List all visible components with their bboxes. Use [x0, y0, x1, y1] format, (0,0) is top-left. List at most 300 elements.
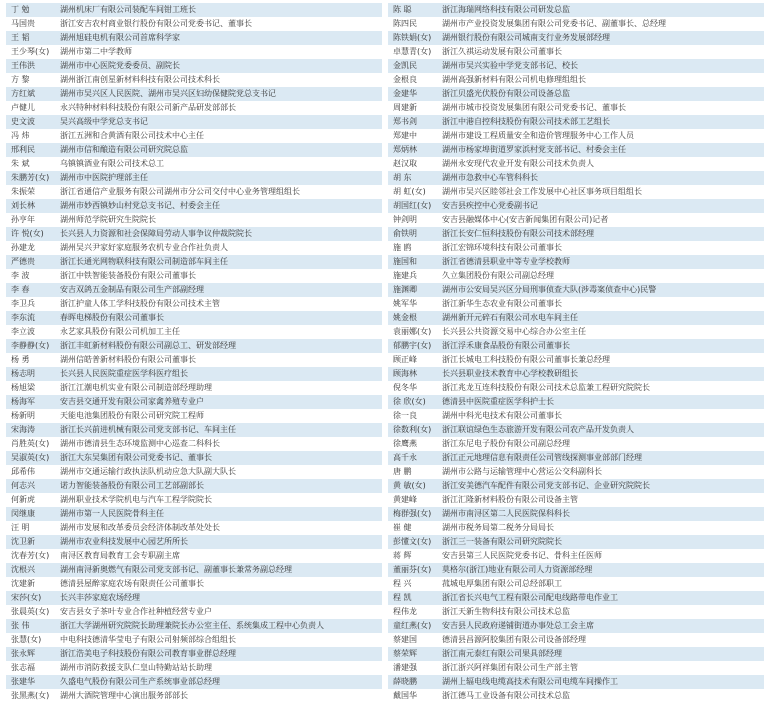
list-row — [388, 689, 764, 703]
person-name: 金根良 — [393, 75, 417, 84]
person-affiliation: 湖州市吴兴区睦邻社会工作发展中心社区事务项目组组长 — [442, 187, 642, 196]
person-affiliation: 浙江长城电工科技股份有限公司董事长兼总经理 — [442, 355, 610, 364]
list-row — [6, 45, 382, 59]
list-row — [6, 115, 382, 129]
person-affiliation: 浙江五洲和合黄酒有限公司技术中心主任 — [60, 131, 204, 140]
person-name: 严德贵 — [11, 257, 35, 266]
list-row — [6, 129, 382, 143]
person-affiliation: 湖州市第二中学教师 — [60, 47, 132, 56]
list-row — [388, 45, 764, 59]
list-row — [388, 409, 764, 423]
person-name: 程 兴 — [393, 579, 412, 588]
person-affiliation: 德清县昌源阿胶集团有限公司设备部经理 — [442, 635, 586, 644]
person-affiliation: 浙江宏锦环境科技有限公司董事长 — [442, 243, 562, 252]
person-affiliation: 诺力智能装备股份有限公司工艺部副部长 — [60, 481, 204, 490]
person-name: 程伟龙 — [393, 607, 417, 616]
person-affiliation: 长兴丰莎家庭农场经理 — [60, 593, 140, 602]
list-row — [388, 619, 764, 633]
list-row — [6, 633, 382, 647]
list-row — [6, 423, 382, 437]
person-affiliation: 湖州市税务局第二税务分局局长 — [442, 523, 554, 532]
list-row — [388, 451, 764, 465]
person-affiliation: 湖州南浔新奥燃气有限公司党支部书记、副董事长兼常务副总经理 — [60, 565, 292, 574]
list-row — [6, 171, 382, 185]
person-name: 邱希伟 — [11, 467, 35, 476]
person-affiliation: 湖州市交通运输行政执法队机动应急大队副大队长 — [60, 467, 236, 476]
list-row — [388, 311, 764, 325]
person-affiliation: 浙江大东吴集团有限公司党委书记、董事长 — [60, 453, 212, 462]
list-row — [6, 59, 382, 73]
person-name: 邢利民 — [11, 145, 35, 154]
person-affiliation: 湖州高强新材料有限公司机电修理组组长 — [442, 75, 586, 84]
person-affiliation: 中电科技德清华莹电子有限公司射频部综合组组长 — [60, 635, 236, 644]
list-row — [388, 199, 764, 213]
person-affiliation: 吴兴高级中学党总支书记 — [60, 117, 148, 126]
list-row — [388, 353, 764, 367]
person-affiliation: 浙江长通光网物联科技有限公司制造部车间主任 — [60, 257, 228, 266]
person-name: 朱振荣 — [11, 187, 35, 196]
list-row — [388, 325, 764, 339]
list-row — [6, 157, 382, 171]
list-row — [388, 185, 764, 199]
person-affiliation: 菰城电厚集团有限公司总经部职工 — [442, 579, 562, 588]
person-affiliation: 浙江汇隆新材料股份有限公司设备主管 — [442, 495, 578, 504]
person-name: 施 鸥 — [393, 243, 412, 252]
person-affiliation: 久盛电气股份有限公司生产系统事业部总经理 — [60, 677, 220, 686]
person-name: 陈四民 — [393, 19, 417, 28]
list-row — [6, 101, 382, 115]
person-name: 闵继康 — [11, 509, 35, 518]
person-affiliation: 长兴县职业技术教育中心学校教研组长 — [442, 369, 578, 378]
list-row — [6, 535, 382, 549]
person-affiliation: 湖州市吴兴实验中学党支部书记、校长 — [442, 61, 578, 70]
list-row — [388, 339, 764, 353]
list-row — [6, 479, 382, 493]
list-row — [388, 549, 764, 563]
person-affiliation: 安吉县女子茶叶专业合作社种植经营专业户 — [60, 607, 212, 616]
list-row — [6, 17, 382, 31]
person-name: 何新虎 — [11, 495, 35, 504]
person-name: 李东流 — [11, 313, 35, 322]
list-row — [6, 339, 382, 353]
person-affiliation: 浙江海瑞网络科技有限公司研发总监 — [442, 5, 570, 14]
list-row — [388, 157, 764, 171]
person-name: 肖胜英(女) — [11, 439, 50, 448]
person-name: 王少琴(女) — [11, 47, 50, 56]
person-name: 董丽芬(女) — [393, 565, 432, 574]
list-row — [388, 605, 764, 619]
person-affiliation: 长兴县人民医院重症医学科医疗组长 — [60, 369, 188, 378]
person-affiliation: 浙江省通信产业服务有限公司湖州市分公司交付中心业务管理组组长 — [60, 187, 300, 196]
person-name: 朱 斌 — [11, 159, 30, 168]
list-row — [388, 129, 764, 143]
person-affiliation: 浙江大学湖州研究院院长助理兼院长办公室主任、系统集成工程中心负责人 — [60, 621, 324, 630]
person-name: 方红斌 — [11, 89, 35, 98]
person-affiliation: 湖州市中医院护理部主任 — [60, 173, 148, 182]
person-name: 王伟洪 — [11, 61, 35, 70]
list-row — [6, 255, 382, 269]
person-affiliation: 湖州大酒院管理中心演出服务部部长 — [60, 691, 188, 700]
person-affiliation: 永艺家具股份有限公司机加工主任 — [60, 327, 180, 336]
list-row — [388, 367, 764, 381]
list-row — [6, 563, 382, 577]
person-affiliation: 湖州市第一人民医院骨科主任 — [60, 509, 164, 518]
list-row — [388, 563, 764, 577]
person-affiliation: 浙江新华生态农业有限公司董事长 — [442, 299, 562, 308]
list-row — [6, 143, 382, 157]
person-name: 倪冬华 — [393, 383, 417, 392]
person-affiliation: 湖州新开元碎石有限公司水电车间主任 — [442, 313, 578, 322]
person-affiliation: 浙江联谊绿色生态旅游开发有限公司农产品开发负责人 — [442, 425, 634, 434]
person-name: 李 春 — [11, 285, 30, 294]
person-name: 张 伟 — [11, 621, 30, 630]
person-name: 高千永 — [393, 453, 417, 462]
person-name: 杨海军 — [11, 397, 35, 406]
person-affiliation: 浙江丰虹新材料股份有限公司副总工、研发部经理 — [60, 341, 236, 350]
person-name: 沈建新 — [11, 579, 35, 588]
list-row — [388, 59, 764, 73]
list-row — [6, 269, 382, 283]
list-row — [388, 591, 764, 605]
list-row — [388, 31, 764, 45]
person-name: 张志福 — [11, 663, 35, 672]
person-name: 徐数利(女) — [393, 425, 432, 434]
list-row — [6, 31, 382, 45]
person-name: 姚军华 — [393, 299, 417, 308]
person-affiliation: 莫格尔(浙江)地业有限公司人力资源部经理 — [442, 565, 593, 574]
list-row — [388, 507, 764, 521]
list-row — [388, 101, 764, 115]
person-name: 杨志明 — [11, 369, 35, 378]
person-affiliation: 浙江贝盛光伏股份有限公司设备总监 — [442, 89, 570, 98]
person-name: 唐 鹏 — [393, 467, 412, 476]
person-affiliation: 湖州市发展和改革委员会经济体制改革处处长 — [60, 523, 220, 532]
person-affiliation: 湖州市德清县生态环境监测中心巡查二科科长 — [60, 439, 220, 448]
person-affiliation: 湖州市消防救援支队仁皇山特勤站站长助理 — [60, 663, 212, 672]
person-name: 童红燕(女) — [393, 621, 432, 630]
person-name: 姚金根 — [393, 313, 417, 322]
person-affiliation: 安吉县疾控中心党委副书记 — [442, 201, 538, 210]
list-row — [6, 437, 382, 451]
person-affiliation: 安吉县交通开发有限公司家禽养殖专业户 — [60, 397, 204, 406]
person-name: 彭懂文(女) — [393, 537, 432, 546]
person-affiliation: 湖州市妙西镇妙山村党总支书记、村委会主任 — [60, 201, 220, 210]
person-name: 钟剑明 — [393, 215, 417, 224]
person-name: 顾海林 — [393, 369, 417, 378]
person-name: 李卫兵 — [11, 299, 35, 308]
list-row — [388, 255, 764, 269]
list-row — [6, 3, 382, 17]
person-name: 冯 炜 — [11, 131, 30, 140]
person-affiliation: 久立集团股份有限公司副总经理 — [442, 271, 554, 280]
person-name: 朱鹏芳(女) — [11, 173, 50, 182]
person-name: 宋海涛 — [11, 425, 35, 434]
list-row — [388, 143, 764, 157]
person-name: 薛晓鹏 — [393, 677, 417, 686]
person-name: 史文波 — [11, 117, 35, 126]
person-name: 张建华 — [11, 677, 35, 686]
person-affiliation: 湖州市杨家埠街道罗家浜村党支部书记、村委会主任 — [442, 145, 626, 154]
person-name: 蔡荣辉 — [393, 649, 417, 658]
person-affiliation: 浙江浙兴阿祥集团有限公司生产部主管 — [442, 663, 578, 672]
list-row — [388, 521, 764, 535]
person-affiliation: 浙江长兴前进机械有限公司党支部书记、车间主任 — [60, 425, 236, 434]
list-row — [388, 87, 764, 101]
right-column — [388, 3, 764, 718]
person-name: 程 凯 — [393, 593, 412, 602]
list-row — [6, 395, 382, 409]
person-name: 沈春芳(女) — [11, 551, 50, 560]
person-name: 金凯民 — [393, 61, 417, 70]
person-affiliation: 湖州市农业科技发展中心园艺所所长 — [60, 537, 188, 546]
person-name: 李 波 — [11, 271, 30, 280]
list-row — [388, 675, 764, 689]
person-name: 俞铁明 — [393, 229, 417, 238]
list-row — [6, 605, 382, 619]
person-name: 郁鹏宇(女) — [393, 341, 432, 350]
person-affiliation: 浙江东尼电子股份有限公司副总经理 — [442, 439, 570, 448]
person-name: 丁 勉 — [11, 5, 30, 14]
person-name: 张慧(女) — [11, 635, 42, 644]
person-affiliation: 安吉县第三人民医院党委书记、骨科主任医师 — [442, 551, 602, 560]
person-affiliation: 浙江护童人体工学科技股份有限公司技术主管 — [60, 299, 220, 308]
list-row — [6, 185, 382, 199]
list-row — [388, 3, 764, 17]
person-name: 戴国华 — [393, 691, 417, 700]
list-row — [388, 535, 764, 549]
person-affiliation: 湖州市建设工程质量安全和造价管理服务中心工作人员 — [442, 131, 634, 140]
person-name: 李静静(女) — [11, 341, 50, 350]
person-name: 卓慧青(女) — [393, 47, 432, 56]
left-column — [6, 3, 382, 718]
person-affiliation: 浙江三一装备有限公司研究院院长 — [442, 537, 562, 546]
person-affiliation: 湖州市公路与运输管理中心营运公交科副科长 — [442, 467, 602, 476]
person-affiliation: 湖州浙江南创星新材料科技有限公司技术科长 — [60, 75, 220, 84]
list-row — [6, 73, 382, 87]
person-name: 蔡建国 — [393, 635, 417, 644]
person-name: 宋莎(女) — [11, 593, 42, 602]
list-row — [6, 353, 382, 367]
person-name: 杨旭梁 — [11, 383, 35, 392]
person-name: 王 韬 — [11, 33, 30, 42]
list-row — [6, 619, 382, 633]
person-name: 吴淑英(女) — [11, 453, 50, 462]
list-row — [6, 451, 382, 465]
list-row — [6, 465, 382, 479]
list-row — [6, 199, 382, 213]
list-row — [6, 549, 382, 563]
person-affiliation: 湖州银行股份有限公司城南支行业务发展部经理 — [442, 33, 610, 42]
list-row — [6, 241, 382, 255]
list-row — [388, 437, 764, 451]
list-row — [6, 675, 382, 689]
person-name: 赵汉取 — [393, 159, 417, 168]
list-row — [6, 661, 382, 675]
list-row — [388, 297, 764, 311]
person-affiliation: 浙江南元泰红有限公司果具部经理 — [442, 649, 562, 658]
person-name: 黄 敏(女) — [393, 481, 426, 490]
person-name: 顾正峰 — [393, 355, 417, 364]
list-row — [388, 381, 764, 395]
list-row — [6, 381, 382, 395]
person-name: 郑书剑 — [393, 117, 417, 126]
person-affiliation: 德清县屋醉家庭农场有限责任公司董事长 — [60, 579, 204, 588]
person-affiliation: 浙江中港自控科技股份有限公司技术部工艺组长 — [442, 117, 610, 126]
person-affiliation: 乌镇镇酒业有限公司技术总工 — [60, 159, 164, 168]
list-row — [388, 465, 764, 479]
person-name: 徐一良 — [393, 411, 417, 420]
person-affiliation: 湖州永安现代农业开发有限公司技术负责人 — [442, 159, 594, 168]
person-name: 孙亨年 — [11, 215, 35, 224]
person-affiliation: 湖州市产业投资发展集团有限公司党委书记、副董事长、总经理 — [442, 19, 666, 28]
person-affiliation: 湖州中科光电技术有限公司董事长 — [442, 411, 562, 420]
person-affiliation: 浙江安吉农村商业银行股份有限公司党委书记、董事长 — [60, 19, 252, 28]
list-row — [6, 311, 382, 325]
person-affiliation: 永兴特种材料科技股份有限公司新产品研发部部长 — [60, 103, 236, 112]
person-name: 何志兴 — [11, 481, 35, 490]
person-affiliation: 春晖电梯股份有限公司董事长 — [60, 313, 164, 322]
person-name: 张晨英(女) — [11, 607, 50, 616]
person-name: 杨新明 — [11, 411, 35, 420]
person-affiliation: 湖州上辐电线电缆高技术有限公司电缆车间操作工 — [442, 677, 618, 686]
person-name: 袁丽娜(女) — [393, 327, 432, 336]
person-affiliation: 长兴县人力资源和社会保障局劳动人事争议仲裁院院长 — [60, 229, 252, 238]
person-name: 徐鹰燕 — [393, 439, 417, 448]
person-name: 陈 聪 — [393, 5, 412, 14]
person-name: 梅群强(女) — [393, 509, 432, 518]
person-affiliation: 安吉县融媒体中心(安吉新闻集团有限公司)记者 — [442, 215, 609, 224]
person-affiliation: 浙江浩美电子科技股份有限公司教育事业群总经理 — [60, 649, 236, 658]
person-affiliation: 浙江江潮电机实业有限公司制造部经理助理 — [60, 383, 212, 392]
list-row — [6, 297, 382, 311]
person-name: 周建新 — [393, 103, 417, 112]
list-row — [6, 493, 382, 507]
list-row — [6, 409, 382, 423]
person-name: 徐 欣(女) — [393, 397, 426, 406]
person-name: 施国和 — [393, 257, 417, 266]
person-affiliation: 浙江省长兴电气工程有限公司配电线路带电作业工 — [442, 593, 618, 602]
list-row — [388, 647, 764, 661]
list-row — [388, 227, 764, 241]
list-row — [6, 507, 382, 521]
person-name: 张黑燕(女) — [11, 691, 50, 700]
person-affiliation: 湖州师范学院研究生院院长 — [60, 215, 156, 224]
person-affiliation: 浙江天新生物科技有限公司技术总监 — [442, 607, 570, 616]
list-row — [6, 283, 382, 297]
list-row — [6, 367, 382, 381]
list-row — [388, 395, 764, 409]
list-row — [6, 325, 382, 339]
person-affiliation: 湖州机床厂有限公司装配车间钳工班长 — [60, 5, 196, 14]
person-name: 张永辉 — [11, 649, 35, 658]
person-name: 李立波 — [11, 327, 35, 336]
list-row — [388, 171, 764, 185]
person-name: 胡国红(女) — [393, 201, 432, 210]
list-row — [6, 521, 382, 535]
list-row — [388, 213, 764, 227]
person-affiliation: 安吉县人民政府递铺街道办事处总工会主席 — [442, 621, 594, 630]
person-name: 黄建峰 — [393, 495, 417, 504]
person-affiliation: 浙江久祺运动发展有限公司董事长 — [442, 47, 562, 56]
list-row — [388, 423, 764, 437]
person-affiliation: 浙江浮禾康食品股份有限公司董事长 — [442, 341, 570, 350]
person-affiliation: 浙江安美德汽车配件有限公司党支部书记、企业研究院院长 — [442, 481, 650, 490]
list-row — [388, 241, 764, 255]
list-row — [388, 283, 764, 297]
list-row — [6, 213, 382, 227]
list-row — [6, 227, 382, 241]
person-affiliation: 湖州市中心医院党委委员、副院长 — [60, 61, 180, 70]
person-name: 卢健儿 — [11, 103, 35, 112]
person-name: 胡 东 — [393, 173, 412, 182]
person-name: 沈卫新 — [11, 537, 35, 546]
list-row — [388, 73, 764, 87]
person-name: 许 悦(女) — [11, 229, 44, 238]
person-name: 马国贵 — [11, 19, 35, 28]
person-name: 沈根兴 — [11, 565, 35, 574]
person-name: 胡 虹(女) — [393, 187, 426, 196]
list-row — [388, 17, 764, 31]
person-affiliation: 湖州职业技术学院机电与汽车工程学院院长 — [60, 495, 212, 504]
list-row — [6, 577, 382, 591]
person-affiliation: 浙江兆龙互连科技股份有限公司技术总监兼工程研究院院长 — [442, 383, 650, 392]
person-affiliation: 湖州市信和酿造有限公司研究院总监 — [60, 145, 188, 154]
person-name: 蒋 辉 — [393, 551, 412, 560]
person-name: 郑建中 — [393, 131, 417, 140]
person-affiliation: 浙江德马工业设备有限公司技术总监 — [442, 691, 570, 700]
person-affiliation: 湖州旭硅电机有限公司首席科学家 — [60, 33, 180, 42]
person-name: 汪 明 — [11, 523, 30, 532]
person-affiliation: 浙江省德清县职业中等专业学校教师 — [442, 257, 570, 266]
person-name: 潘建强 — [393, 663, 417, 672]
person-name: 施渊卿 — [393, 285, 417, 294]
person-name: 刘长林 — [11, 201, 35, 210]
list-row — [6, 591, 382, 605]
list-row — [6, 689, 382, 703]
person-affiliation: 安吉双鸽五金制品有限公司生产部副经理 — [60, 285, 204, 294]
person-affiliation: 长兴县公共资源交易中心综合办公室主任 — [442, 327, 586, 336]
person-affiliation: 湖州市南浔区第二人民医院保科科长 — [442, 509, 570, 518]
person-affiliation: 湖州市公安局吴兴区分局刑事侦查大队(涉毒案侦查中心)民警 — [442, 285, 657, 294]
person-affiliation: 浙江正元地理信息有限责任公司管线探测事业部部门经理 — [442, 453, 642, 462]
person-name: 郑炳林 — [393, 145, 417, 154]
list-row — [388, 269, 764, 283]
list-row — [388, 479, 764, 493]
person-name: 陈铁娟(女) — [393, 33, 432, 42]
list-row — [388, 115, 764, 129]
person-affiliation: 天能电池集团股份有限公司研究院工程师 — [60, 411, 204, 420]
person-name: 杨 勇 — [11, 355, 30, 364]
person-name: 崔 健 — [393, 523, 412, 532]
list-row — [388, 493, 764, 507]
person-affiliation: 德清县中医院重症医学科护士长 — [442, 397, 554, 406]
person-name: 孙建龙 — [11, 243, 35, 252]
list-row — [388, 661, 764, 675]
person-affiliation: 浙江长安仁恒科技股份有限公司技术部经理 — [442, 229, 594, 238]
person-affiliation: 湖州吴兴尹家好家庭服务农机专业合作社负责人 — [60, 243, 228, 252]
person-name: 金建华 — [393, 89, 417, 98]
person-name: 施建兵 — [393, 271, 417, 280]
person-affiliation: 湖州市急救中心车管科科长 — [442, 173, 538, 182]
list-row — [388, 633, 764, 647]
list-row — [6, 647, 382, 661]
list-row — [388, 577, 764, 591]
list-row — [6, 87, 382, 101]
person-affiliation: 湖州市城市投资发展集团有限公司党委书记、董事长 — [442, 103, 626, 112]
person-affiliation: 南浔区教育局教育工会专职副主席 — [60, 551, 180, 560]
person-name: 方 黎 — [11, 75, 30, 84]
person-affiliation: 浙江中铁智能装备股份有限公司董事长 — [60, 271, 196, 280]
